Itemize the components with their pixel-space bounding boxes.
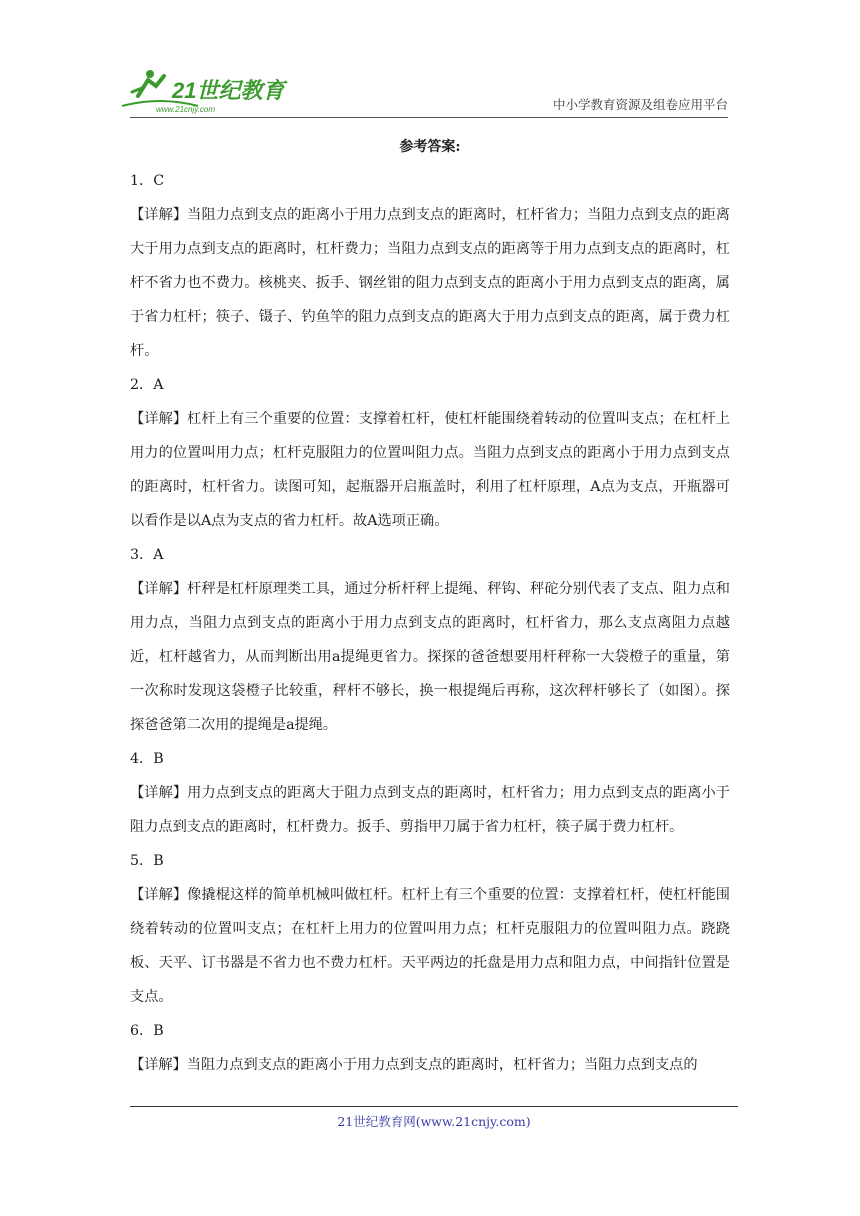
answer-explanation — [130, 1048, 730, 1082]
answer-content — [130, 130, 730, 1082]
explanation-text: 用力点到支点的距离大于阻力点到支点的距离时，杠杆省力；用力点到支点的距离小于阻力点到支点的距离时，杠杆费力。扳手、剪指甲刀属于省力杠杆，筷子属于费力杠杆。 — [130, 785, 730, 835]
explanation-tag: 【详解】 — [130, 581, 188, 597]
explanation-tag: 【详解】 — [130, 1057, 187, 1073]
answer-number: 4．B — [130, 751, 164, 767]
explanation-tag: 【详解】 — [130, 887, 188, 903]
explanation-text: 当阻力点到支点的距离小于用力点到支点的距离时，杠杆省力；当阻力点到支点的距离大于用力点到支点的距离时，杠杆费力；当阻力点到支点的距离等于用力点到支点的距离时，杠杆不省力也不费力。核桃夹、扳手、钢丝钳的阻力点到支点的距离小于用力点到支点的距离，属于省力杠杆；筷子、镊子、钓鱼竿的阻力点到支点的距离大于用力点到支点的距离，属于费力杠杆。 — [130, 207, 730, 359]
explanation-text: 像撬棍这样的简单机械叫做杠杆。杠杆上有三个重要的位置：支撑着杠杆，使杠杆能围绕着转动的位置叫支点；在杠杆上用力的位置叫用力点；杠杆克服阻力的位置叫阻力点。跷跷板、天平、订书器是不省力也不费力杠杆。天平两边的托盘是用力点和阻力点，中间指针位置是支点。 — [130, 887, 730, 1005]
platform-name: 中小学教育资源及组卷应用平台 — [552, 97, 728, 112]
page-header — [120, 62, 728, 118]
footer-divider — [130, 1106, 738, 1107]
explanation-tag: 【详解】 — [130, 207, 188, 223]
header-divider — [130, 117, 728, 118]
answer-explanation — [130, 572, 730, 742]
explanation-text: 杆秤是杠杆原理类工具，通过分析杆秤上提绳、秤钩、秤砣分别代表了支点、阻力点和用力点，当阻力点到支点的距离小于用力点到支点的距离时，杠杆省力，那么支点离阻力点越近，杠杆越省力，从而判断出用a提绳更省力。探探的爸爸想要用杆秤称一大袋橙子的重量，第一次称时发现这袋橙子比较重，秤杆不够长，换一根提绳后再称，这次秤杆够长了（如图）。探探爸爸第二次用的提绳是a提绳。 — [130, 581, 730, 733]
explanation-tag: 【详解】 — [130, 411, 188, 427]
logo — [120, 66, 290, 114]
answer-explanation — [130, 776, 730, 844]
answer-number: 3．A — [130, 547, 164, 563]
explanation-text: 当阻力点到支点的距离小于用力点到支点的距离时，杠杆省力；当阻力点到支点的 — [186, 1057, 698, 1073]
answer-number: 5．B — [130, 853, 164, 869]
answer-number: 1．C — [130, 173, 165, 189]
answer-explanation — [130, 878, 730, 1014]
answer-explanation — [130, 198, 730, 368]
answer-number: 2．A — [130, 377, 164, 393]
page-title: 参考答案: — [399, 139, 461, 155]
explanation-tag: 【详解】 — [130, 785, 188, 801]
answer-explanation — [130, 402, 730, 538]
footer-link[interactable]: 21世纪教育网(www.21cnjy.com) — [337, 1114, 531, 1129]
answer-number: 6．B — [130, 1023, 164, 1039]
logo-text: 21世纪教育 — [172, 78, 285, 103]
logo-url: www.21cnjy.com — [156, 105, 215, 114]
explanation-text: 杠杆上有三个重要的位置：支撑着杠杆，使杠杆能围绕着转动的位置叫支点；在杠杆上用力的位置叫用力点；杠杆克服阻力的位置叫阻力点。当阻力点到支点的距离小于用力点到支点的距离时，杠杆省力。读图可知，起瓶器开启瓶盖时，利用了杠杆原理，A点为支点，开瓶器可以看作是以A点为支点的省力杠杆。故A选项正确。 — [130, 411, 730, 529]
